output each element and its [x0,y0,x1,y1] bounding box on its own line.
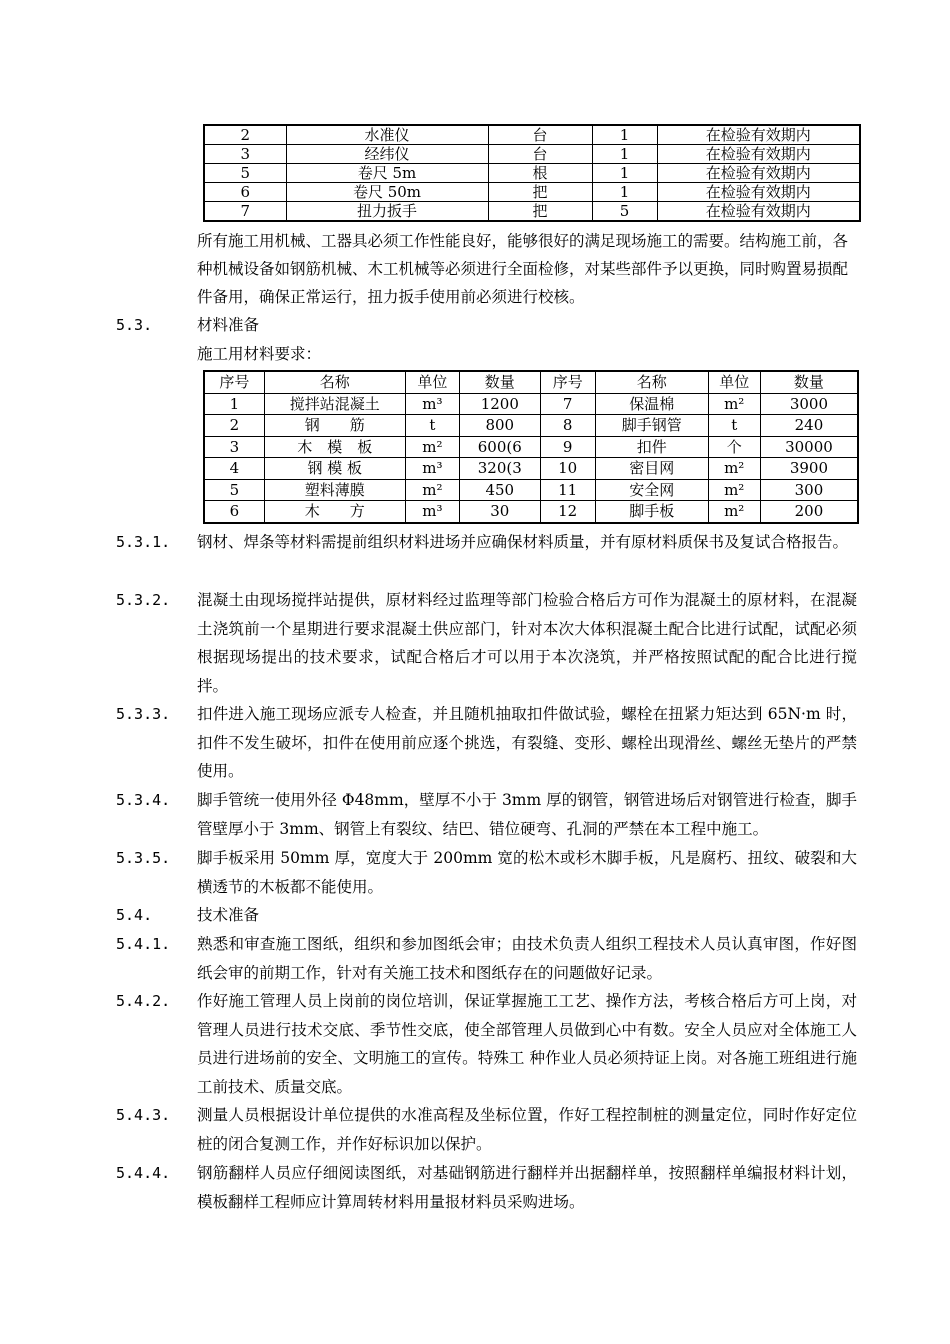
materials-intro: 施工用材料要求： [197,345,322,363]
column-header: 序号 [540,371,595,393]
table-cell: 1 [592,145,657,164]
item-number: 5.3.4. [116,791,171,809]
item-number: 5.4.1. [116,935,171,953]
table-row [204,415,858,437]
table-cell: m³ [405,501,459,523]
section-title: 材料准备 [197,316,260,334]
table-cell: m² [708,479,760,501]
table-cell: 把 [488,202,592,222]
table-cell: 脚手钢管 [595,415,708,437]
table-cell: 800 [460,415,540,437]
item-number: 5.4.2. [116,992,171,1010]
table-cell: 台 [488,145,592,164]
table-cell: m² [405,479,459,501]
table-row [204,164,860,183]
table-cell: 320(3 [460,458,540,480]
table-cell: 30 [460,501,540,523]
table-cell: 钢 模 板 [264,458,405,480]
table-cell: 卷尺 50m [286,183,488,202]
table-cell: 3900 [760,458,858,480]
item-text: 作好施工管理人员上岗前的岗位培训，保证掌握施工工艺、操作方法，考核合格后方可上岗，对管理人员进行技术交底、季节性交底，使全部管理人员做到心中有数。安全人员应对全体施工人员进行进场前的安全、文明施工的宣传。特殊工 种作业人员必须持证上岗。对各施工班组进行施工前技术、质量交底。 [197,992,857,1096]
table-cell: 8 [540,415,595,437]
table-cell: 在检验有效期内 [657,183,860,202]
table-cell: 3 [204,145,286,164]
table-cell: 台 [488,125,592,145]
equipment-note: 所有施工用机械、工器具必须工作性能良好，能够很好的满足现场施工的需要。结构施工前，各种机械设备如钢筋机械、木工机械等必须进行全面检修，对某些部件予以更换，同时购置易损配件备用，确保正常运行，扭力扳手使用前必须进行校核。 [197,232,849,306]
item-number: 5.3.1. [116,533,171,551]
item-number: 5.3.3. [116,705,171,723]
item-text: 测量人员根据设计单位提供的水准高程及坐标位置，作好工程控制桩的测量定位，同时作好定位桩的闭合复测工作，并作好标识加以保护。 [197,1106,857,1153]
table-cell: 木 模 板 [264,436,405,458]
equipment-table [203,124,861,222]
table-cell: 7 [204,202,286,222]
column-header: 单位 [405,371,459,393]
table-cell: 12 [540,501,595,523]
table-cell: m³ [405,458,459,480]
table-cell: 扣件 [595,436,708,458]
table-cell: 300 [760,479,858,501]
table-row [204,183,860,202]
table-row [204,145,860,164]
table-cell: 10 [540,458,595,480]
table-cell: 5 [204,164,286,183]
table-cell: 450 [460,479,540,501]
table-cell: 木 方 [264,501,405,523]
table-cell: 在检验有效期内 [657,164,860,183]
section-number: 5.4. [116,906,153,924]
table-cell: 安全网 [595,479,708,501]
table-cell: 卷尺 5m [286,164,488,183]
table-row [204,501,858,523]
section-number: 5.3. [116,316,153,334]
table-cell: 水准仪 [286,125,488,145]
table-cell: 把 [488,183,592,202]
table-cell: 扭力扳手 [286,202,488,222]
column-header: 数量 [460,371,540,393]
table-cell: 1200 [460,393,540,415]
table-cell: 4 [204,458,264,480]
table-cell: 200 [760,501,858,523]
table-cell: m² [708,501,760,523]
table-cell: 2 [204,125,286,145]
table-cell: m² [708,458,760,480]
table-cell: 3000 [760,393,858,415]
table-row [204,479,858,501]
column-header: 序号 [204,371,264,393]
table-cell: 根 [488,164,592,183]
table-cell: 3 [204,436,264,458]
section-title: 技术准备 [197,906,260,924]
table-cell: 6 [204,183,286,202]
table-cell: 1 [592,183,657,202]
table-row [204,125,860,145]
column-header: 数量 [760,371,858,393]
materials-table [203,370,859,524]
item-number: 5.3.5. [116,849,171,867]
table-cell: 7 [540,393,595,415]
table-cell: 2 [204,415,264,437]
item-number: 5.3.2. [116,591,171,609]
table-cell: m² [708,393,760,415]
item-text: 混凝土由现场搅拌站提供，原材料经过监理等部门检验合格后方可作为混凝土的原材料，在混凝土浇筑前一个星期进行要求混凝土供应部门，针对本次大体积混凝土配合比进行试配，试配必须根据现场提出的技术要求，试配合格后才可以用于本次浇筑，并严格按照试配的配合比进行搅拌。 [197,591,857,695]
table-row [204,202,860,222]
table-cell: 密目网 [595,458,708,480]
table-cell: 1 [592,125,657,145]
item-text: 熟悉和审查施工图纸，组织和参加图纸会审；由技术负责人组织工程技术人员认真审图，作好图纸会审的前期工作，针对有关施工技术和图纸存在的问题做好记录。 [197,935,857,982]
table-header-row [204,371,858,393]
table-cell: 搅拌站混凝土 [264,393,405,415]
table-cell: 11 [540,479,595,501]
table-cell: 6 [204,501,264,523]
table-cell: m³ [405,393,459,415]
item-text: 脚手板采用 50mm 厚，宽度大于 200mm 宽的松木或杉木脚手板，凡是腐朽、扭纹、破裂和大横透节的木板都不能使用。 [197,849,857,896]
table-cell: 脚手板 [595,501,708,523]
table-cell: t [405,415,459,437]
column-header: 单位 [708,371,760,393]
table-cell: 经纬仪 [286,145,488,164]
table-cell: 在检验有效期内 [657,125,860,145]
table-cell: 5 [204,479,264,501]
item-text: 钢材、焊条等材料需提前组织材料进场并应确保材料质量，并有原材料质保书及复试合格报告。 [197,533,849,551]
table-row [204,436,858,458]
column-header: 名称 [595,371,708,393]
table-cell: m² [405,436,459,458]
table-cell: 保温棉 [595,393,708,415]
table-cell: 5 [592,202,657,222]
table-cell: 个 [708,436,760,458]
item-text: 扣件进入施工现场应派专人检查，并且随机抽取扣件做试验，螺栓在扭紧力矩达到 65N·m 时，扣件不发生破坏，扣件在使用前应逐个挑选，有裂缝、变形、螺栓出现滑丝、螺丝无垫片的严禁使用。 [197,705,857,780]
table-row [204,393,858,415]
table-cell: 240 [760,415,858,437]
table-cell: 30000 [760,436,858,458]
table-cell: 9 [540,436,595,458]
item-text: 脚手管统一使用外径 Φ48mm，壁厚不小于 3mm 厚的钢管，钢管进场后对钢管进行检查，脚手管壁厚小于 3mm、钢管上有裂纹、结巴、错位硬弯、孔洞的严禁在本工程中施工。 [197,791,857,838]
column-header: 名称 [264,371,405,393]
table-cell: t [708,415,760,437]
table-cell: 在检验有效期内 [657,145,860,164]
item-number: 5.4.3. [116,1106,171,1124]
table-cell: 塑料薄膜 [264,479,405,501]
table-cell: 钢 筋 [264,415,405,437]
table-cell: 1 [204,393,264,415]
table-cell: 在检验有效期内 [657,202,860,222]
table-row [204,458,858,480]
table-cell: 1 [592,164,657,183]
table-cell: 600(6 [460,436,540,458]
item-number: 5.4.4. [116,1164,171,1182]
item-text: 钢筋翻样人员应仔细阅读图纸，对基础钢筋进行翻样并出据翻样单，按照翻样单编报材料计划，模板翻样工程师应计算周转材料用量报材料员采购进场。 [197,1164,857,1211]
